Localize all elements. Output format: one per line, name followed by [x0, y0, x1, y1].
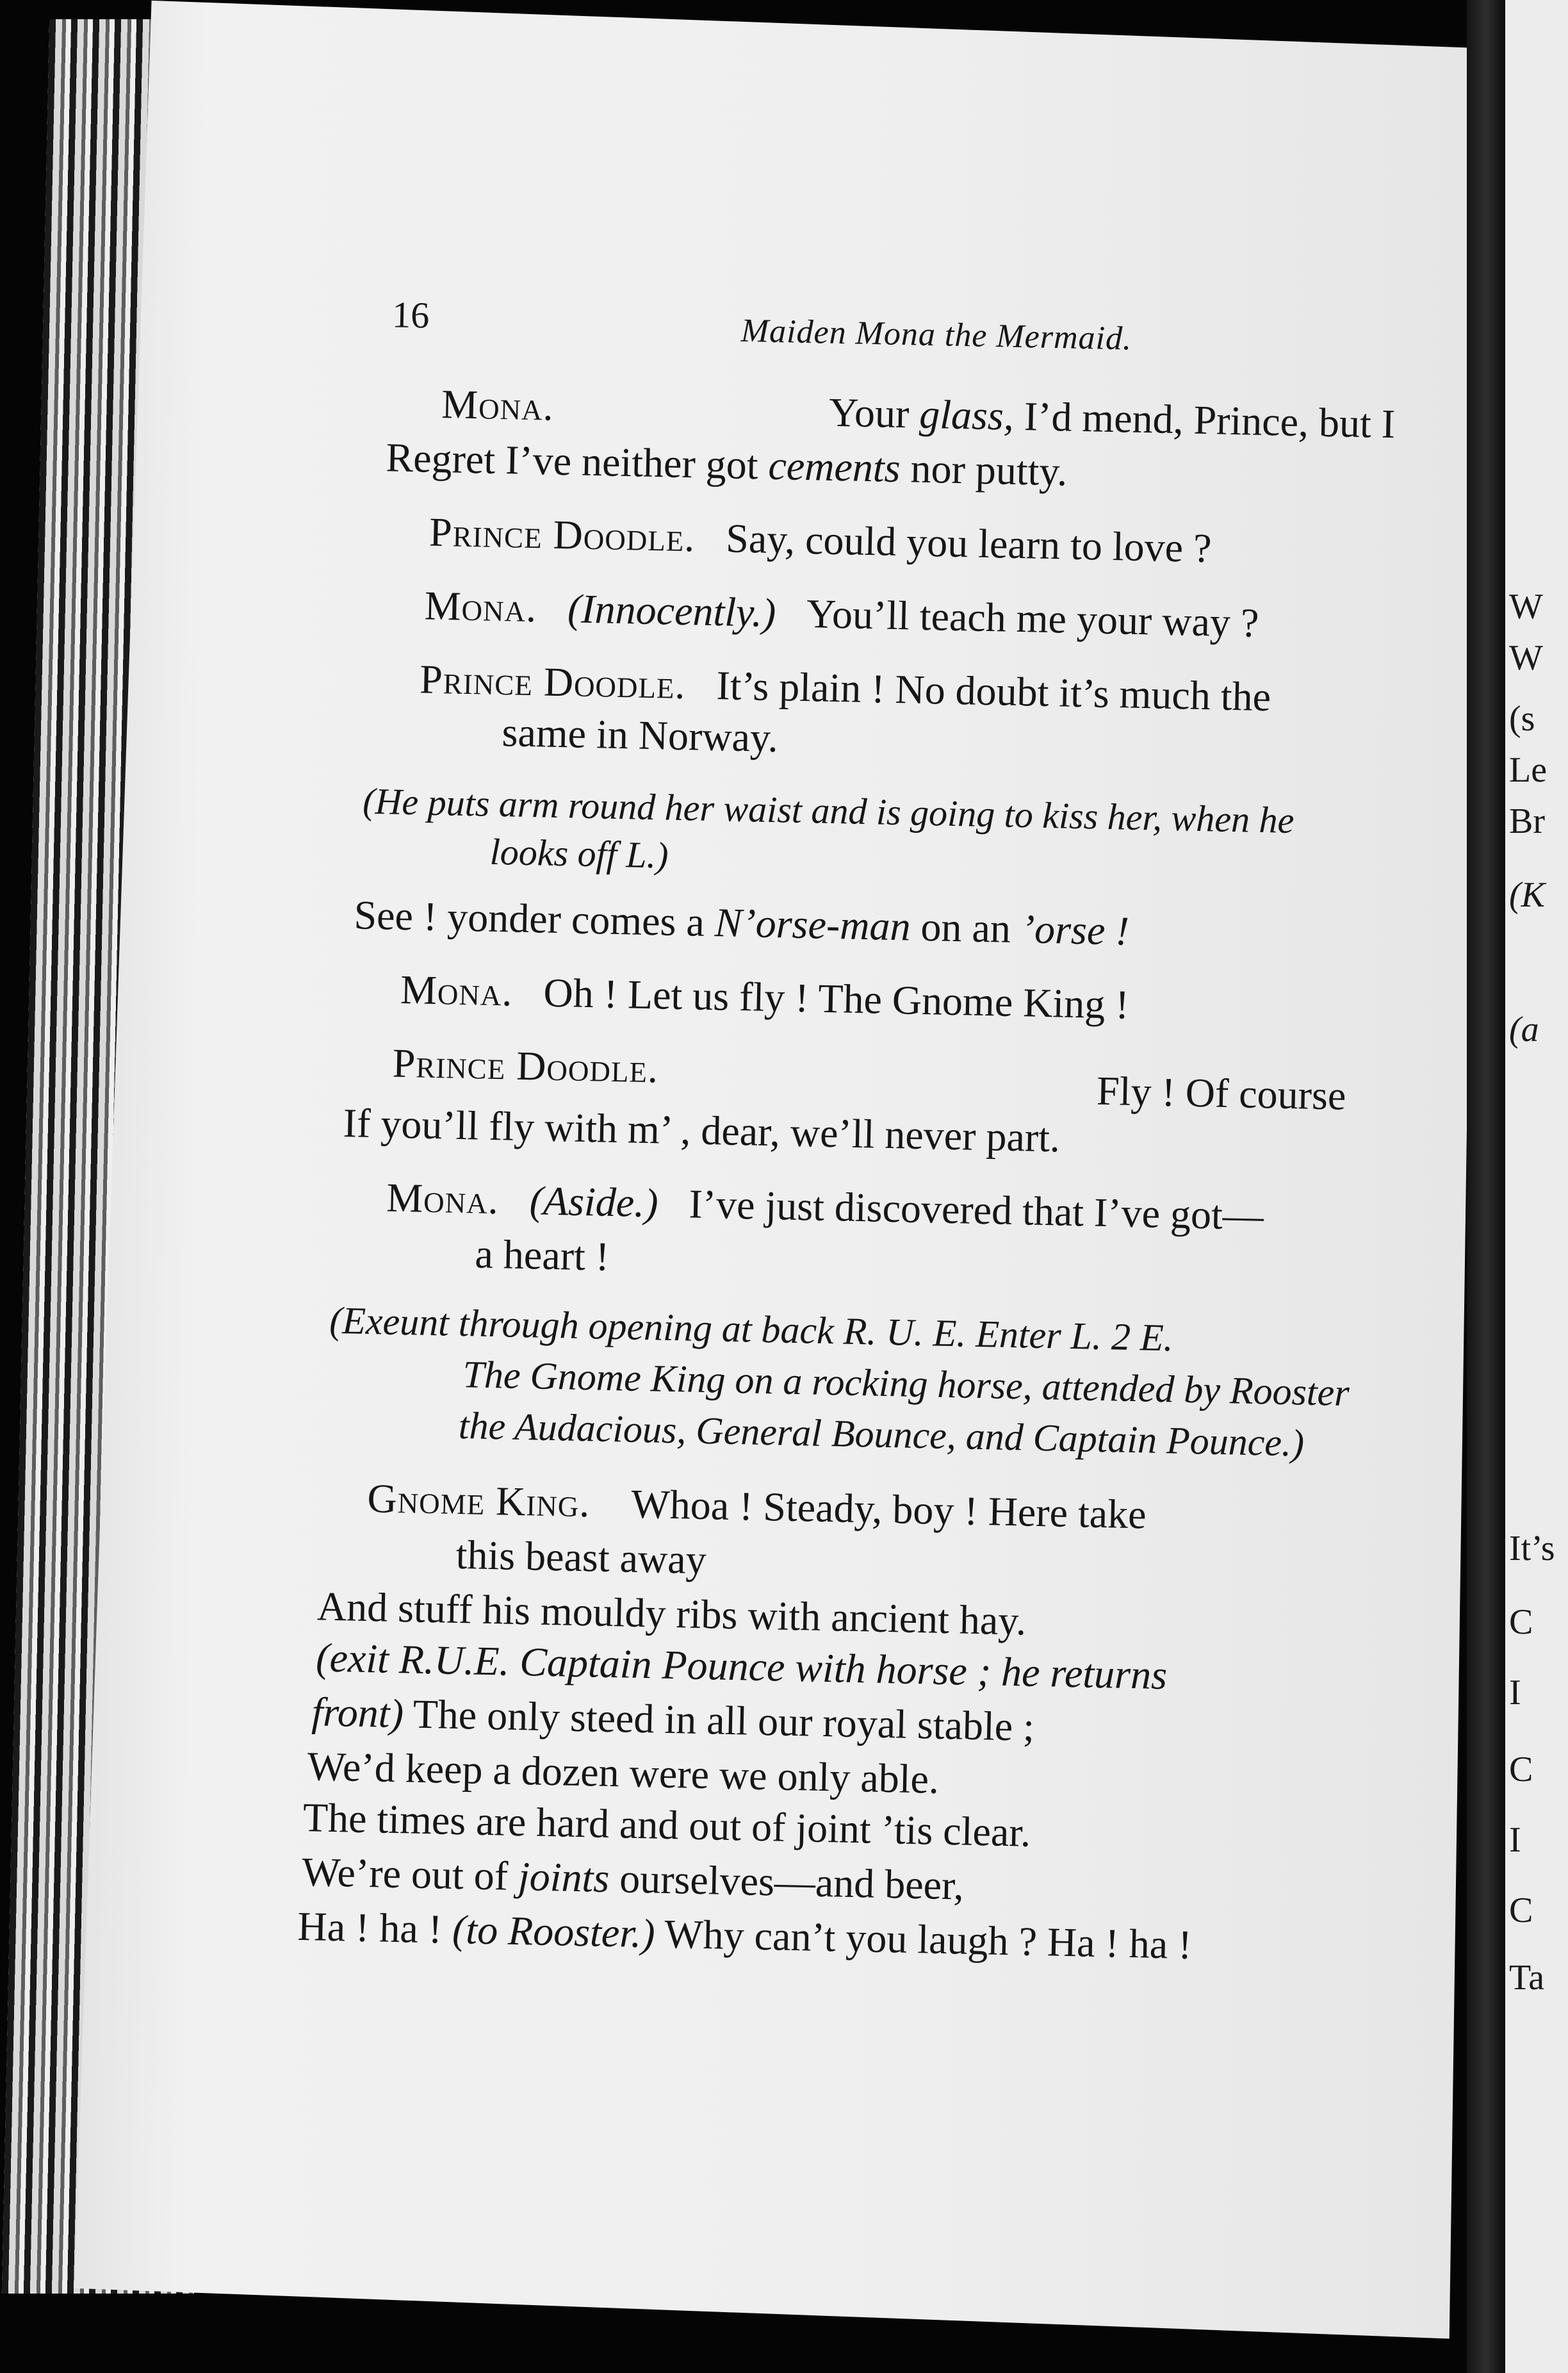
facing-fragment: (K [1509, 875, 1545, 915]
facing-fragment: Le [1509, 750, 1548, 790]
facing-fragment: C [1509, 1891, 1533, 1930]
stage-direction: (Exeunt through opening at back R. U. E. Enter L. 2 E. [329, 1299, 1174, 1359]
speaker-name: Prince Doodle. [392, 1040, 659, 1092]
speech-line: Mona. (Innocently.) You’ll teach me your way ? [424, 582, 1260, 646]
facing-fragment: (s [1509, 699, 1535, 739]
verse-line: We’re out of joints ourselves—and beer, [301, 1848, 965, 1909]
speech-line: Mona. (Aside.) I’ve just discovered that I’ve got— [386, 1174, 1264, 1239]
verse-line: The times are hard and out of joint ’tis clear. [302, 1794, 1031, 1855]
verse-line: And stuff his mouldy ribs with ancient hay. [316, 1583, 1027, 1644]
stage-direction: (exit R.U.E. Captain Pounce with horse ; he returns [315, 1634, 1168, 1698]
verse-line: Fly ! Of course [1096, 1067, 1347, 1119]
verse-line: this beast away [455, 1531, 707, 1583]
speech-line: Prince Doodle. Say, could you learn to love ? [429, 509, 1213, 571]
speech-line: Mona. Oh ! Let us fly ! The Gnome King ! [400, 966, 1130, 1028]
facing-fragment: W [1509, 638, 1543, 678]
verse-line: If you’ll fly with m’ , dear, we’ll never part. [343, 1100, 1061, 1161]
verse-line: We’d keep a dozen were we only able. [307, 1743, 940, 1802]
verse-line: Your glass, I’d mend, Prince, but I [828, 389, 1396, 447]
facing-fragment: (a [1509, 1010, 1539, 1049]
facing-fragment: Ta [1509, 1958, 1545, 1998]
stage-direction: looks off L.) [489, 830, 669, 876]
running-head: Maiden Mona the Mermaid. [740, 312, 1132, 357]
facing-fragment: Br [1509, 801, 1545, 841]
verse-line: Ha ! ha ! (to Rooster.) Why can’t you laugh ? Ha ! ha ! [297, 1903, 1193, 1968]
stage-direction: the Audacious, General Bounce, and Captain Pounce.) [458, 1404, 1305, 1465]
speaker-name: Mona. [441, 381, 555, 429]
verse-line: front) The only steed in all our royal stable ; [311, 1689, 1035, 1750]
speech-line: Prince Doodle. It’s plain ! No doubt it’s much the [419, 656, 1271, 720]
verse-line: same in Norway. [501, 709, 779, 761]
verse-line: See ! yonder comes a N’orse-man on an ’orse ! [353, 892, 1130, 954]
facing-fragment: C [1509, 1750, 1533, 1789]
facing-fragment: It’s [1509, 1529, 1555, 1568]
facing-fragment: I [1509, 1673, 1521, 1712]
stage-direction: The Gnome King on a rocking horse, attended by Rooster [462, 1353, 1350, 1415]
verse-line: Regret I’ve neither got cements nor putty. [385, 434, 1068, 495]
facing-fragment: W [1509, 587, 1543, 627]
verse-line: a heart ! [474, 1231, 610, 1279]
speech-line: Gnome King. Whoa ! Steady, boy ! Here take [366, 1475, 1147, 1538]
facing-fragment: C [1509, 1602, 1533, 1642]
page-number: 16 [391, 293, 430, 336]
facing-fragment: I [1509, 1820, 1521, 1860]
stage-direction: (He puts arm round her waist and is going to kiss her, when he [362, 780, 1295, 842]
